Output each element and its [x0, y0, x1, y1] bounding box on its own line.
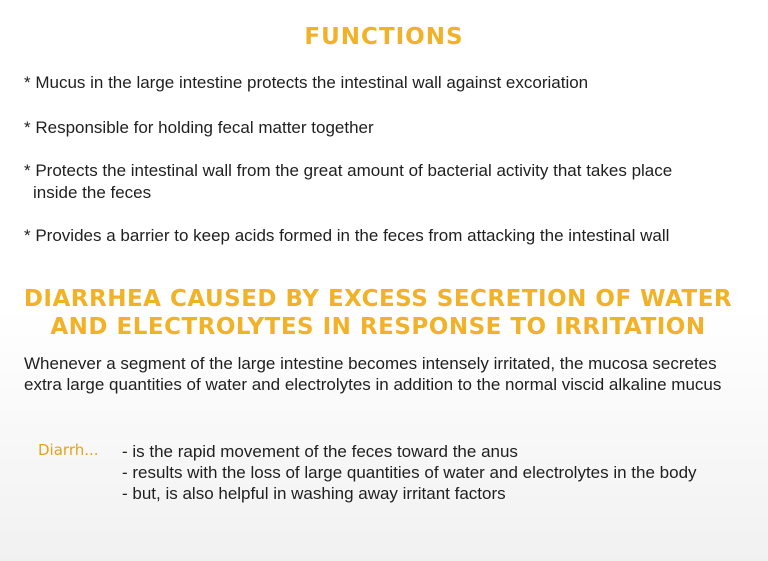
- bullet-item: [24, 72, 588, 94]
- diarrhea-heading: [0, 285, 756, 341]
- bullet-text: * Mucus in the large intestine protects the intestinal wall against excoriation: [24, 73, 589, 92]
- bullet-item: [24, 225, 669, 247]
- functions-heading: FUNCTIONS: [304, 24, 464, 50]
- diarrh-label: Diarrh...: [38, 441, 99, 459]
- bullet-text-continuation: inside the feces: [33, 183, 152, 202]
- bullet-item: [24, 160, 672, 204]
- diarrh-item: - results with the loss of large quantities of water and electrolytes in the body: [122, 463, 697, 482]
- diarrh-item: - is the rapid movement of the feces toward the anus: [122, 442, 518, 461]
- diarrhea-heading-line-2: AND ELECTROLYTES IN RESPONSE TO IRRITATION: [50, 314, 706, 340]
- explanation-paragraph: Whenever a segment of the large intestine becomes intensely irritated, the mucosa secretes extra large quantities of water and electrolytes in addition to the normal viscid alkaline mucus: [24, 354, 722, 394]
- bullet-text: * Responsible for holding fecal matter together: [24, 118, 374, 137]
- bullet-text: * Provides a barrier to keep acids formed in the feces from attacking the intestinal wall: [24, 226, 670, 245]
- diarrh-list: [122, 441, 697, 504]
- bullet-text: * Protects the intestinal wall from the great amount of bacterial activity that takes place: [24, 161, 673, 180]
- diarrhea-heading-line-1: DIARRHEA CAUSED BY EXCESS SECRETION OF WATER: [23, 286, 733, 312]
- diarrh-item: - but, is also helpful in washing away irritant factors: [122, 484, 506, 503]
- bullet-item: [24, 117, 374, 139]
